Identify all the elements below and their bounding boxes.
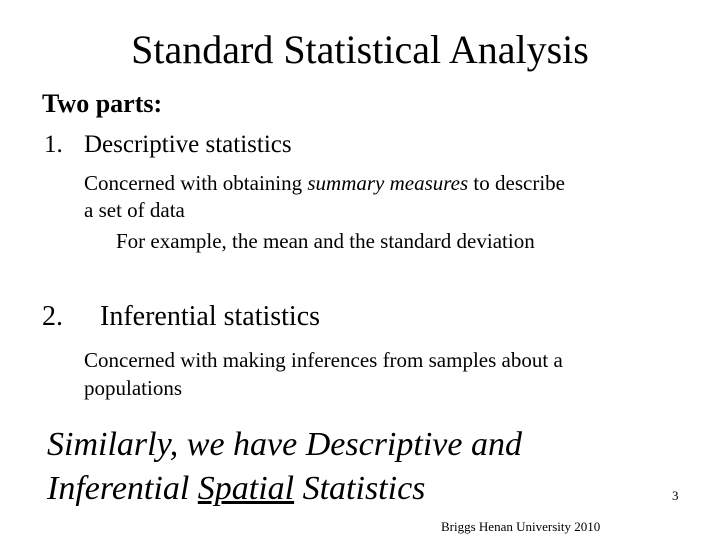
list-item-descriptive xyxy=(44,129,292,161)
descriptive-description-line2: a set of data xyxy=(84,198,185,222)
description-text: to describe xyxy=(468,171,565,195)
list-item-inferential xyxy=(42,300,320,334)
description-emphasis: summary measures xyxy=(307,171,469,195)
two-parts-heading: Two parts: xyxy=(42,89,163,118)
statement-text: Inferential xyxy=(47,470,198,507)
similarly-statement-line1: Similarly, we have Descriptive and xyxy=(47,426,522,463)
list-heading: Inferential statistics xyxy=(100,301,321,332)
list-heading: Descriptive statistics xyxy=(84,131,292,158)
inferential-description-line2: populations xyxy=(84,376,182,400)
descriptive-example: For example, the mean and the standard deviation xyxy=(116,229,535,253)
slide-title: Standard Statistical Analysis xyxy=(131,27,589,72)
descriptive-description xyxy=(84,170,565,197)
underlined-word: Spatial xyxy=(197,470,295,507)
similarly-statement-line2 xyxy=(47,468,425,510)
inferential-description: Concerned with making inferences from samples about a xyxy=(84,348,563,372)
page-number: 3 xyxy=(672,488,679,503)
description-text: Concerned with obtaining xyxy=(84,171,308,195)
statement-text: Statistics xyxy=(294,470,426,507)
slide-footer: Briggs Henan University 2010 xyxy=(441,519,601,534)
list-number: 2. xyxy=(42,301,63,332)
list-number: 1. xyxy=(44,131,63,158)
